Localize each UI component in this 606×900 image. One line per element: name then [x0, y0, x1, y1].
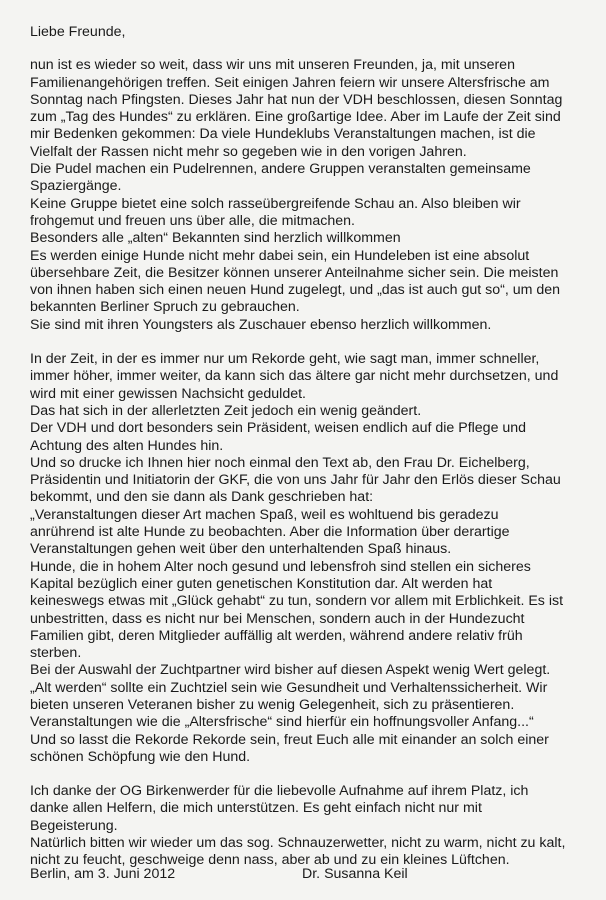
- text-line: anrührend ist alte Hunde zu beobachten. Aber die Information über derartige: [30, 524, 510, 541]
- text-line: bekannten Berliner Spruch zu gebrauchen.: [30, 299, 300, 316]
- text-line: Bei der Auswahl der Zuchtpartner wird bisher auf diesen Aspekt wenig Wert gelegt.: [30, 662, 551, 679]
- text-line: Sonntag nach Pfingsten. Dieses Jahr hat nun der VDH beschlossen, diesen Sonntag: [30, 91, 563, 108]
- text-line: Familienangehörigen treffen. Seit einigen Jahren feiern wir unsere Altersfrische am: [30, 74, 550, 91]
- text-line: danke allen Helfern, die mich unterstützen. Es geht einfach nicht nur mit: [30, 800, 482, 817]
- text-line: unbestritten, dass es nicht nur bei Menschen, sondern auch in der Hundezucht: [30, 610, 525, 627]
- text-line: übersehbare Zeit, die Besitzer können unserer Anteilnahme sicher sein. Die meisten: [30, 264, 559, 281]
- text-line: Der VDH und dort besonders sein Präsident, weisen endlich auf die Pflege und: [30, 420, 527, 437]
- text-line: Sie sind mit ihren Youngsters als Zuschauer ebenso herzlich willkommen.: [30, 316, 492, 333]
- paragraph-gap: [30, 766, 590, 783]
- text-line: Spaziergänge.: [30, 178, 122, 195]
- paragraph-block: [30, 351, 590, 766]
- text-line: von ihnen haben sich einen neuen Hund zugelegt, und „das ist auch gut so“, um den: [30, 282, 561, 299]
- text-line: Achtung des alten Hundes hin.: [30, 437, 224, 454]
- text-line: „Veranstaltungen dieser Art machen Spaß, weil es wohltuend bis geradezu: [30, 506, 499, 523]
- text-line: „Alt werden“ sollte ein Zuchtziel sein wie Gesundheit und Verhaltenssicherheit. Wir: [30, 679, 548, 696]
- letter-body: [30, 24, 590, 870]
- text-line: Begeisterung.: [30, 817, 118, 834]
- text-line: Besonders alle „alten“ Bekannten sind herzlich willkommen: [30, 230, 401, 247]
- text-line: Die Pudel machen ein Pudelrennen, andere Gruppen veranstalten gemeinsame: [30, 161, 531, 178]
- text-line: wird mit einer gewissen Nachsicht geduldet.: [30, 385, 306, 402]
- text-line: zum „Tag des Hundes“ zu erklären. Eine großartige Idee. Aber im Laufe der Zeit sind: [30, 109, 561, 126]
- text-line: Präsidentin und Initiatorin der GKF, die von uns Jahr für Jahr den Erlös dieser Schau: [30, 472, 561, 489]
- text-line: immer höher, immer weiter, da kann sich das ältere gar nicht mehr durchsetzen, und: [30, 368, 559, 385]
- paragraph-gap: [30, 334, 590, 351]
- text-line: Veranstaltungen gehen weit über den unterhaltenden Spaß hinaus.: [30, 541, 452, 558]
- text-line: Veranstaltungen wie die „Altersfrische“ sind hierfür ein hoffnungsvoller Anfang...“: [30, 714, 534, 731]
- text-line: Vielfalt der Rassen nicht mehr so gegeben wie in den vorigen Jahren.: [30, 143, 467, 160]
- text-line: Kapital bezüglich einer guten genetischen Konstitution dar. Alt werden hat: [30, 575, 493, 592]
- text-line: keineswegs etwas mit „Glück gehabt“ zu tun, sondern vor allem mit Erblichkeit. Es ist: [30, 593, 564, 610]
- text-line: Das hat sich in der allerletzten Zeit jedoch ein wenig geändert.: [30, 402, 422, 419]
- text-line: Es werden einige Hunde nicht mehr dabei sein, ein Hundeleben ist eine absolut: [30, 247, 530, 264]
- text-line: nicht zu feucht, geschweige denn nass, aber ab und zu ein kleines Lüftchen.: [30, 852, 510, 869]
- paragraph-block: [30, 783, 590, 869]
- text-line: Und so drucke ich Ihnen hier noch einmal den Text ab, den Frau Dr. Eichelberg,: [30, 454, 530, 471]
- text-line: frohgemut und freuen uns über alle, die mitmachen.: [30, 212, 355, 229]
- text-line: schönen Schöpfung wie den Hund.: [30, 748, 251, 765]
- text-line: Hunde, die in hohem Alter noch gesund und lebensfroh sind stellen ein sicheres: [30, 558, 531, 575]
- place-date: Berlin, am 3. Juni 2012: [30, 866, 176, 882]
- paragraph-block: [30, 57, 590, 334]
- text-line: bekommt, und den sie dann als Dank geschrieben hat:: [30, 489, 374, 506]
- text-line: mir Bedenken gekommen: Da viele Hundeklubs Veranstaltungen machen, ist die: [30, 126, 536, 143]
- text-line: Natürlich bitten wir wieder um das sog. Schnauzerwetter, nicht zu warm, nicht zu kalt,: [30, 835, 566, 852]
- letter-paragraphs: [30, 57, 590, 869]
- text-line: Keine Gruppe bietet eine solch rasseübergreifende Schau an. Also bleiben wir: [30, 195, 521, 212]
- text-line: sterben.: [30, 645, 82, 662]
- salutation: Liebe Freunde,: [30, 24, 126, 40]
- text-line: Ich danke der OG Birkenwerder für die liebevolle Aufnahme auf ihrem Platz, ich: [30, 783, 529, 800]
- text-line: Und so lasst die Rekorde Rekorde sein, freut Euch alle mit einander an solch einer: [30, 731, 549, 748]
- text-line: Familien gibt, deren Mitglieder auffällig alt werden, während andere relativ früh: [30, 627, 523, 644]
- text-line: In der Zeit, in der es immer nur um Rekorde geht, wie sagt man, immer schneller,: [30, 351, 540, 368]
- author-name: Dr. Susanna Keil: [302, 866, 408, 882]
- text-line: bieten unseren Veteranen bisher zu wenig Gelegenheit, sich zu präsentieren.: [30, 696, 515, 713]
- text-line: nun ist es wieder so weit, dass wir uns mit unseren Freunden, ja, mit unseren: [30, 57, 515, 74]
